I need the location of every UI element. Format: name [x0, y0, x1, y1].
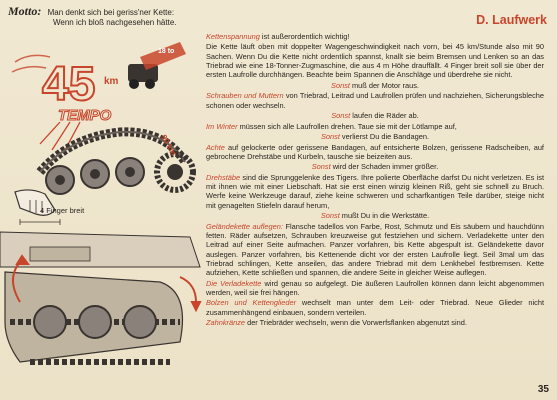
paragraph-body: laufen die Räder ab. [350, 111, 419, 121]
paragraph [206, 279, 544, 298]
paragraph [206, 91, 544, 110]
paragraph-body: sind die Sprunggelenke des Tigers. Ihre polierte Oberfläche darfst Du nicht verletzen. Es ist mit ihnen wie mit einer Liebschaft. Hat sie erst einen winzig kleinen Riß, geht sie schnell zu Bruch. Werfe keine Werkzeuge darauf, ziehe keine schweren und scharfkantigen Teile darüber, steige nicht mit genagelten Stiefeln darauf herum, [206, 172, 544, 210]
paragraph-lead: Sonst [320, 132, 340, 142]
motto-line-1: Man denkt sich bei geriss'ner Kette: [47, 8, 175, 17]
paragraph [206, 173, 544, 210]
paragraph [206, 298, 544, 317]
section-heading: D. Laufwerk [476, 13, 547, 27]
paragraph-body: müssen sich alle Laufrollen drehen. Taue sie mit der Lötlampe auf, [237, 121, 457, 131]
paragraph [206, 42, 544, 79]
paragraph-body: Die Kette läuft oben mit doppelter Wagengeschwindigkeit nach vorn, bei 45 km/Stunde also mit 90 Sachen. Wenn Du die Kette nicht ordentlich spannst, knallt sie beim Bremsen und Lenken so an das Triebrad wie eine 18-Tonner-Zugmaschine, die aus 4 m Höhe drauffällt. 4 Finger breit soll sie über der ersten Laufrolle durchhängen. Beachte beim Spannen die Anschläge und überdrehe sie nicht. [206, 42, 544, 80]
paragraph-body: mußt Du in die Werkstätte. [339, 211, 430, 221]
paragraph-body: der Triebräder wechseln, wenn die Vorwerfsflanken abgenutzt sind. [245, 318, 467, 328]
paragraph-body: ist außerordentlich wichtig! [259, 32, 350, 41]
paragraph-lead: Bolzen und Kettenglieder [206, 298, 297, 308]
paragraph-lead: Im Winter [206, 121, 238, 131]
paragraph-lead: Sonst [331, 111, 351, 121]
paragraph-body: von Triebrad, Leitrad und Laufrollen prüfen und nachziehen, Sicherungsbleche schonen oder wechseln. [206, 91, 544, 110]
paragraph-lead: Sonst [331, 80, 350, 90]
motto-line-2: Wenn ich bloß nachgesehen hätte. [53, 18, 177, 27]
paragraph-lead: Zahnkränze [206, 318, 246, 328]
paragraph-body: wird der Schaden immer größer. [330, 162, 439, 172]
paragraph-lead: Drehstäbe [206, 172, 241, 182]
paragraph [206, 162, 544, 171]
paragraph-lead: Sonst [311, 162, 331, 172]
paragraph-body: wechselt man unter dem Leit- oder Triebrad. Neue Glieder nicht zusammenhängend einbauen, sondern verteilen. [206, 298, 545, 317]
paragraph-lead: Sonst [320, 211, 340, 221]
weight-tag: 18 to [158, 48, 175, 55]
paragraph [206, 111, 544, 120]
paragraph-lead: Kettenspannung [206, 32, 260, 41]
finger-gauge-label: 4 Finger breit [40, 206, 85, 215]
paragraph-body: muß der Motor raus. [349, 80, 419, 90]
paragraph [206, 143, 544, 162]
paragraph-lead: Achte [206, 142, 225, 152]
paragraph-lead: Schrauben und Muttern [206, 91, 284, 101]
track-illustration [0, 22, 205, 392]
tempo-label: TEMPO [58, 107, 112, 124]
paragraph [206, 32, 544, 41]
paragraph-lead: Geländekette auflegen: [206, 221, 283, 231]
paragraph-body: auf gelockerte oder gerissene Bandagen, auf entsicherte Bolzen, gerissene Radscheiben, auf gebrochene Drehstäbe und Kurbeln, tausche sie beizeiten aus. [206, 142, 544, 161]
paragraph [206, 222, 544, 278]
paragraph [206, 132, 544, 141]
motto-label: Motto: [8, 4, 42, 18]
paragraph [206, 81, 544, 90]
paragraph-body: verlierst Du die Bandagen. [339, 132, 430, 142]
paragraph [206, 211, 544, 220]
instruction-text [206, 32, 544, 329]
paragraph-lead: Die Verladekette [206, 278, 262, 288]
tank-track-lower [0, 232, 200, 362]
speed-unit: km [104, 76, 119, 87]
paragraph [206, 122, 544, 131]
page-number: 35 [537, 384, 549, 395]
speed-number: 45 [42, 58, 96, 111]
paragraph-body: wird genau so aufgelegt. Die äußeren Laufrollen können dann leicht abgenommen werden, weil sie frei hängen. [206, 278, 544, 297]
chain-speed-tag: 90 km [159, 133, 179, 158]
truck-icon [128, 42, 186, 89]
paragraph-body: Flansche tadellos von Farbe, Rost, Schmutz und Eis säubern und hauchdünn fetten. Räder aufsetzen, Schrauben kreuzweise gut festziehen und sichern. Verladekette unter den Leitrad auf einer Seite aufmachen. Panzer vorfahren, bis Kette abgespult ist. Geländekette davor auslegen. Panzer vorfahren, bis Kettenende dicht vor der ersten Laufrolle liegt. Seil 3mal um das Triebrad schlingen, Kette anseilen, das andere Triebrad mit dem Lenkhebel festbremsen. Kette aufziehen, Kette schließen und spannen, die andere Seite in gleicher Weise auflegen. [206, 221, 544, 278]
paragraph [206, 318, 544, 327]
